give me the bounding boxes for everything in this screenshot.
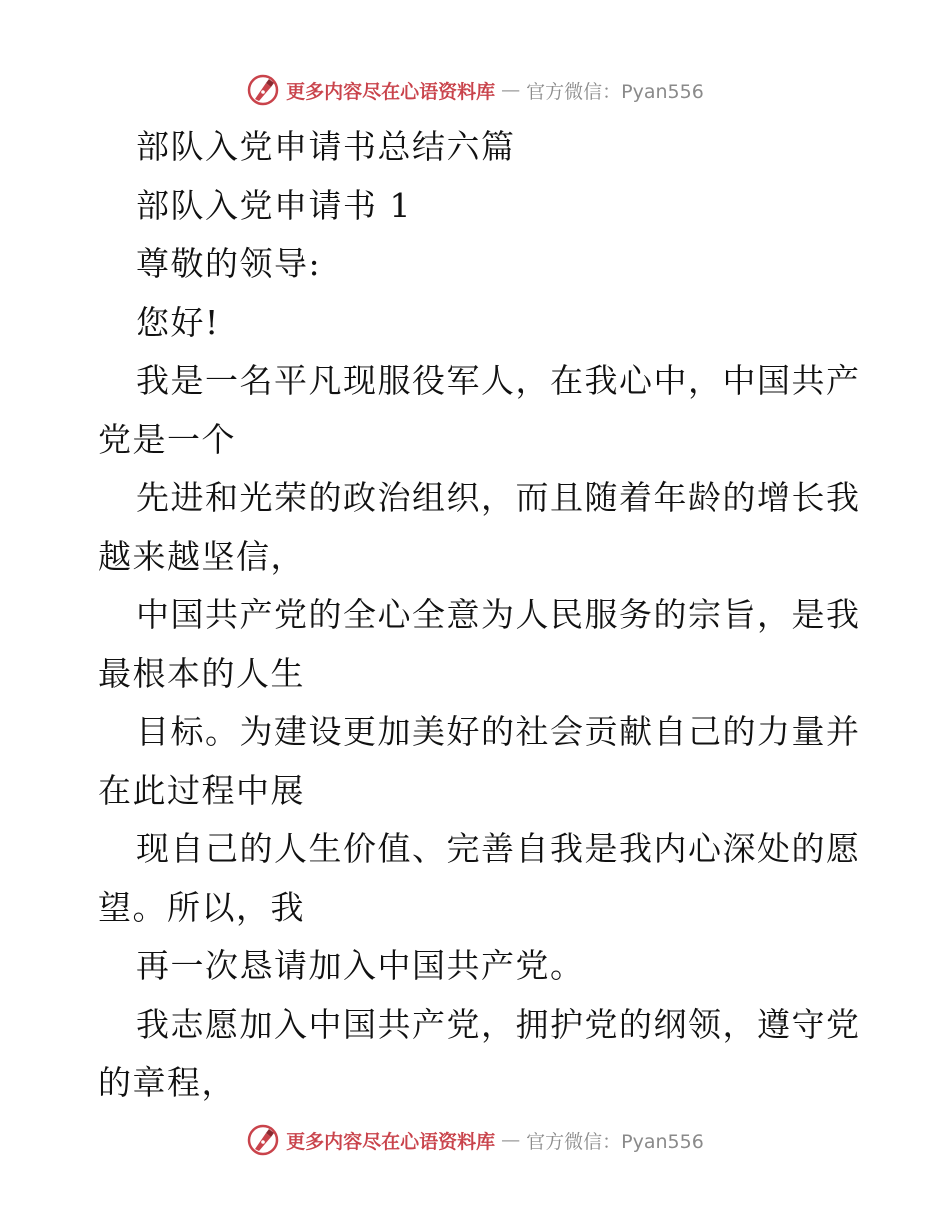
footer-site-text: 更多内容尽在心语资料库 bbox=[286, 1130, 496, 1153]
section-heading: 部队入党申请书 1 bbox=[136, 185, 412, 225]
paragraph-line: 我是一名平凡现服役军人，在我心中，中国共产 bbox=[136, 361, 861, 400]
pen-nib-logo-icon bbox=[246, 1123, 280, 1157]
paragraph-line: 最根本的人生 bbox=[98, 653, 305, 693]
pen-nib-logo-icon bbox=[246, 73, 280, 107]
footer-banner bbox=[0, 1120, 950, 1160]
salutation: 尊敬的领导: bbox=[136, 244, 322, 283]
header-separator: — bbox=[501, 79, 521, 101]
header-wechat-text: 官方微信：Pyan556 bbox=[526, 80, 704, 103]
header-site-text: 更多内容尽在心语资料库 bbox=[286, 80, 496, 103]
paragraph-line: 我志愿加入中国共产党，拥护党的纲领，遵守党 bbox=[136, 1004, 861, 1044]
paragraph-line: 目标。为建设更加美好的社会贡献自己的力量并 bbox=[136, 712, 861, 751]
paragraph-line: 先进和光荣的政治组织，而且随着年龄的增长我 bbox=[136, 478, 861, 517]
paragraph-line: 中国共产党的全心全意为人民服务的宗旨，是我 bbox=[136, 595, 861, 634]
paragraph-line: 越来越坚信， bbox=[98, 536, 305, 576]
footer-separator: — bbox=[501, 1129, 521, 1151]
document-body bbox=[98, 118, 861, 1113]
header-banner bbox=[0, 70, 950, 110]
paragraph-line: 现自己的人生价值、完善自我是我内心深处的愿 bbox=[136, 829, 861, 868]
paragraph-line: 望。所以，我 bbox=[98, 887, 305, 927]
paragraph-line: 党是一个 bbox=[98, 419, 236, 459]
paragraph-line: 的章程， bbox=[98, 1063, 236, 1102]
greeting: 您好! bbox=[136, 302, 220, 342]
document-title: 部队入党申请书总结六篇 bbox=[136, 127, 516, 166]
paragraph-line: 再一次恳请加入中国共产党。 bbox=[136, 946, 585, 985]
paragraph-line: 在此过程中展 bbox=[98, 770, 305, 810]
footer-wechat-text: 官方微信：Pyan556 bbox=[526, 1130, 704, 1153]
